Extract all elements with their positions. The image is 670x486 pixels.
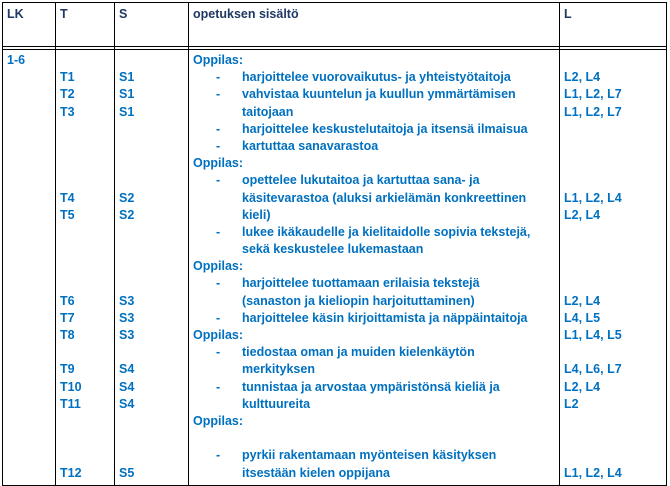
blank-cell-line — [60, 172, 110, 189]
bullet-text: harjoittelee vuorovaikutus- ja yhteistyötaitoja — [242, 70, 511, 85]
header-t: T — [56, 3, 115, 47]
header-s: S — [115, 3, 189, 47]
content-area-code: S3 — [119, 328, 135, 342]
grade-cell — [3, 50, 56, 486]
competence-codes: L2, L4 — [564, 293, 601, 308]
bullet-text: vahvistaa kuuntelun ja kuullun ymmärtämisen — [242, 87, 516, 102]
objective-code: T12 — [60, 465, 82, 480]
objective-code: T1 — [60, 70, 75, 85]
bullet-dash: - — [216, 173, 221, 188]
blank-cell-line — [119, 430, 184, 447]
blank-line — [193, 430, 555, 447]
content-area-code: S4 — [119, 362, 135, 377]
content-area-code: S2 — [119, 207, 135, 222]
objective-code: T4 — [60, 190, 75, 205]
bullet-item — [193, 310, 555, 327]
bullet-text: tiedostaa oman ja muiden kielenkäytön — [242, 345, 475, 360]
blank-cell-line — [60, 344, 110, 361]
competence-codes: L2, L4 — [564, 70, 601, 85]
bullet-dash: - — [216, 345, 221, 360]
competence-codes: L1, L2, L4 — [564, 465, 622, 480]
objective-code: T2 — [60, 87, 75, 102]
objective-code: T11 — [60, 396, 81, 411]
competence-codes: L2, L4 — [564, 207, 601, 222]
content-area-code: S3 — [119, 293, 135, 308]
bullet-item — [193, 275, 555, 292]
header-row — [3, 3, 667, 47]
blank-cell-line — [564, 224, 662, 241]
competence-codes: L4, L5 — [564, 310, 601, 325]
blank-cell-line — [119, 172, 184, 189]
bullet-text: lukee ikäkaudelle ja kielitaidolle sopivia tekstejä, — [242, 224, 531, 239]
bullet-dash: - — [216, 379, 221, 394]
pupil-heading: Oppilas: — [193, 328, 244, 342]
blank-cell-line — [564, 344, 662, 361]
bullet-item — [193, 138, 555, 155]
header-l: L — [560, 3, 667, 47]
pupil-heading: Oppilas: — [193, 156, 244, 171]
blank-cell-line — [60, 413, 110, 430]
bullet-text: tunnistaa ja arvostaa ympäristönsä kieliä ja — [242, 379, 500, 394]
blank-cell-line — [564, 413, 662, 430]
blank-cell-line — [60, 430, 110, 447]
blank-cell-line — [119, 344, 184, 361]
competence-codes: L1, L2, L7 — [564, 104, 622, 119]
bullet-dash: - — [216, 87, 221, 102]
bullet-continuation: kieli) — [242, 207, 271, 222]
content-area-code: S3 — [119, 310, 135, 325]
content-area-code: S1 — [119, 70, 135, 85]
header-lk: LK — [3, 3, 56, 47]
content-area-code: S1 — [119, 87, 135, 102]
blank-cell-line — [119, 138, 184, 155]
competence-codes: L1, L2, L7 — [564, 87, 622, 102]
blank-cell-line — [60, 447, 110, 464]
content-area-column — [115, 50, 189, 486]
objective-code: T10 — [60, 379, 82, 394]
bullet-continuation: merkityksen — [242, 362, 315, 377]
bullet-dash: - — [216, 448, 221, 463]
content-area-code: S1 — [119, 104, 135, 119]
bullet-text: opettelee lukutaitoa ja kartuttaa sana- ja — [242, 173, 480, 188]
bullet-dash: - — [216, 70, 221, 85]
bullet-item — [193, 86, 555, 103]
blank-cell-line — [119, 258, 184, 275]
bullet-dash: - — [216, 310, 221, 325]
bullet-item — [193, 379, 555, 396]
bullet-item — [193, 344, 555, 361]
bullet-text: harjoittelee tuottamaan erilaisia tekstejä — [242, 276, 480, 291]
objective-code: T9 — [60, 362, 75, 377]
grade-value: 1-6 — [7, 53, 26, 67]
bullet-item — [193, 224, 555, 241]
blank-cell-line — [564, 241, 662, 258]
bullet-text: kartuttaa sanavarastoa — [242, 138, 379, 153]
bullet-text: pyrkii rakentamaan myönteisen käsityksen — [242, 448, 497, 463]
bullet-item — [193, 121, 555, 138]
objective-column — [56, 50, 115, 486]
body-row — [3, 50, 667, 486]
objective-code: T3 — [60, 104, 75, 119]
objective-code: T6 — [60, 293, 75, 308]
pupil-heading: Oppilas: — [193, 53, 244, 67]
bullet-text: harjoittelee käsin kirjoittamista ja näppäintaitoja — [242, 310, 528, 325]
blank-cell-line — [60, 258, 110, 275]
blank-cell-line — [119, 155, 184, 172]
blank-cell-line — [119, 447, 184, 464]
content-area-code: S5 — [119, 465, 135, 480]
bullet-continuation: sekä keskustelee lukemastaan — [242, 242, 424, 257]
objective-code: T7 — [60, 310, 75, 325]
bullet-item — [193, 69, 555, 86]
competence-codes: L4, L6, L7 — [564, 362, 622, 377]
bullet-dash: - — [216, 276, 221, 291]
pupil-heading: Oppilas: — [193, 259, 244, 274]
content-area-code: S4 — [119, 379, 135, 394]
bullet-dash: - — [216, 121, 221, 136]
bullet-continuation: (sanaston ja kieliopin harjoituttaminen) — [242, 293, 475, 308]
competence-codes: L2, L4 — [564, 379, 601, 394]
content-column — [189, 50, 560, 486]
blank-cell-line — [119, 241, 184, 258]
blank-cell-line — [60, 52, 110, 69]
blank-cell-line — [60, 121, 110, 138]
competence-column — [560, 50, 667, 486]
blank-cell-line — [564, 121, 662, 138]
bullet-continuation: kulttuureita — [242, 396, 311, 411]
bullet-continuation: taitojaan — [242, 104, 294, 119]
blank-cell-line — [119, 275, 184, 292]
content-area-code: S2 — [119, 190, 135, 205]
blank-cell-line — [60, 224, 110, 241]
objective-code: T5 — [60, 207, 75, 222]
blank-cell-line — [119, 52, 184, 69]
blank-cell-line — [564, 172, 662, 189]
blank-cell-line — [564, 155, 662, 172]
blank-cell-line — [60, 241, 110, 258]
content-area-code: S4 — [119, 396, 135, 411]
bullet-continuation: itsestään kielen oppijana — [242, 465, 390, 480]
curriculum-table — [2, 2, 667, 486]
bullet-continuation: käsitevarastoa (aluksi arkielämän konkreettinen — [242, 190, 527, 205]
bullet-dash: - — [216, 224, 221, 239]
blank-cell-line — [119, 121, 184, 138]
blank-cell-line — [60, 138, 110, 155]
header-content: opetuksen sisältö — [189, 3, 560, 47]
blank-cell-line — [564, 447, 662, 464]
blank-cell-line — [119, 413, 184, 430]
blank-cell-line — [119, 224, 184, 241]
bullet-item — [193, 447, 555, 464]
competence-codes: L2 — [564, 396, 579, 411]
blank-cell-line — [564, 52, 662, 69]
blank-cell-line — [564, 275, 662, 292]
blank-cell-line — [564, 258, 662, 275]
blank-cell-line — [564, 138, 662, 155]
competence-codes: L1, L2, L4 — [564, 190, 622, 205]
pupil-heading: Oppilas: — [193, 413, 244, 428]
blank-cell-line — [564, 430, 662, 447]
blank-cell-line — [60, 155, 110, 172]
blank-cell-line — [60, 275, 110, 292]
bullet-item — [193, 172, 555, 189]
objective-code: T8 — [60, 328, 75, 342]
bullet-text: harjoittelee keskustelutaitoja ja itsensä ilmaisua — [242, 121, 528, 136]
competence-codes: L1, L4, L5 — [564, 328, 622, 342]
bullet-dash: - — [216, 138, 221, 153]
